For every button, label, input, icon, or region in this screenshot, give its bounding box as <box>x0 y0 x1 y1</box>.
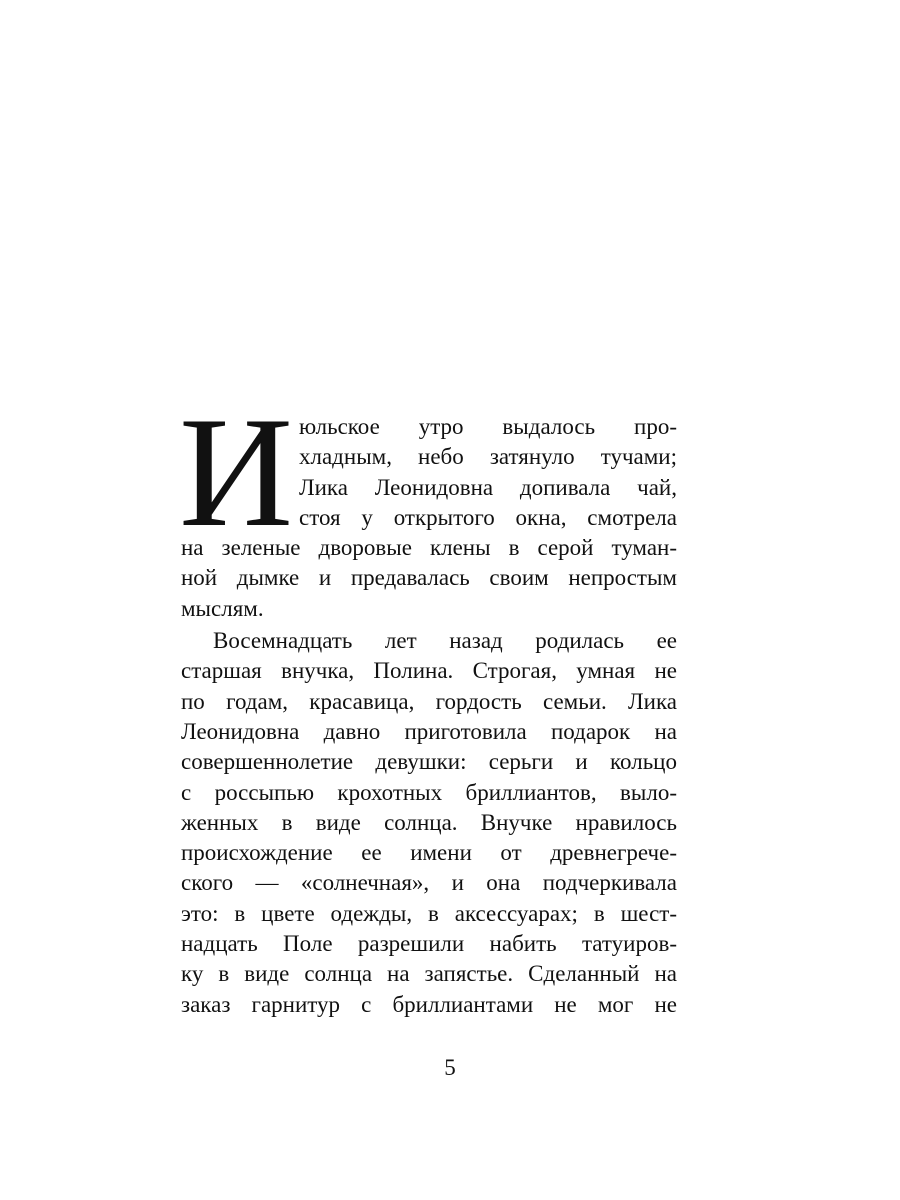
text-line: ной дымке и предавалась своим непростым <box>181 565 677 591</box>
text-line: женных в виде солнца. Внучке нравилось <box>181 809 677 835</box>
text-line: юльское утро выдалось про- <box>299 414 677 439</box>
text-line: старшая внучка, Полина. Строгая, умная не <box>181 658 677 684</box>
text-line: стоя у открытого окна, смотрела <box>299 504 677 530</box>
text-line: Леонидовна давно приготовила подарок на <box>181 718 677 744</box>
text-line: мыслям. <box>181 595 264 621</box>
text-line: хладным, небо затянуло тучами; <box>299 444 677 470</box>
text-line: ку в виде солнца на запястье. Сделанный на <box>181 961 677 987</box>
text-line: на зеленые дворовые клены в серой туман- <box>181 535 677 561</box>
text-line: происхождение ее имени от древнегрече- <box>181 840 677 866</box>
text-line: по годам, красавица, гордость семьи. Лика <box>181 688 677 714</box>
text-line: надцать Поле разрешили набить татуиров- <box>181 931 677 957</box>
text-line: совершеннолетие девушки: серьги и кольцо <box>181 749 677 775</box>
drop-cap: И <box>179 385 294 560</box>
paragraph-1 <box>179 385 677 624</box>
text-line: Лика Леонидовна допивала чай, <box>299 474 677 500</box>
text-line: это: в цвете одежды, в аксессуарах; в шест- <box>181 900 677 926</box>
body-text <box>179 385 677 1020</box>
text-line: ского — «солнечная», и она подчеркивала <box>181 870 677 896</box>
text-line: заказ гарнитур с бриллиантами не мог не <box>181 991 677 1017</box>
page-number: 5 <box>444 1055 456 1080</box>
text-line: Восемнадцать лет назад родилась ее <box>213 628 677 654</box>
text-line: с россыпью крохотных бриллиантов, выло- <box>181 779 677 805</box>
paragraph-2 <box>181 626 677 1020</box>
